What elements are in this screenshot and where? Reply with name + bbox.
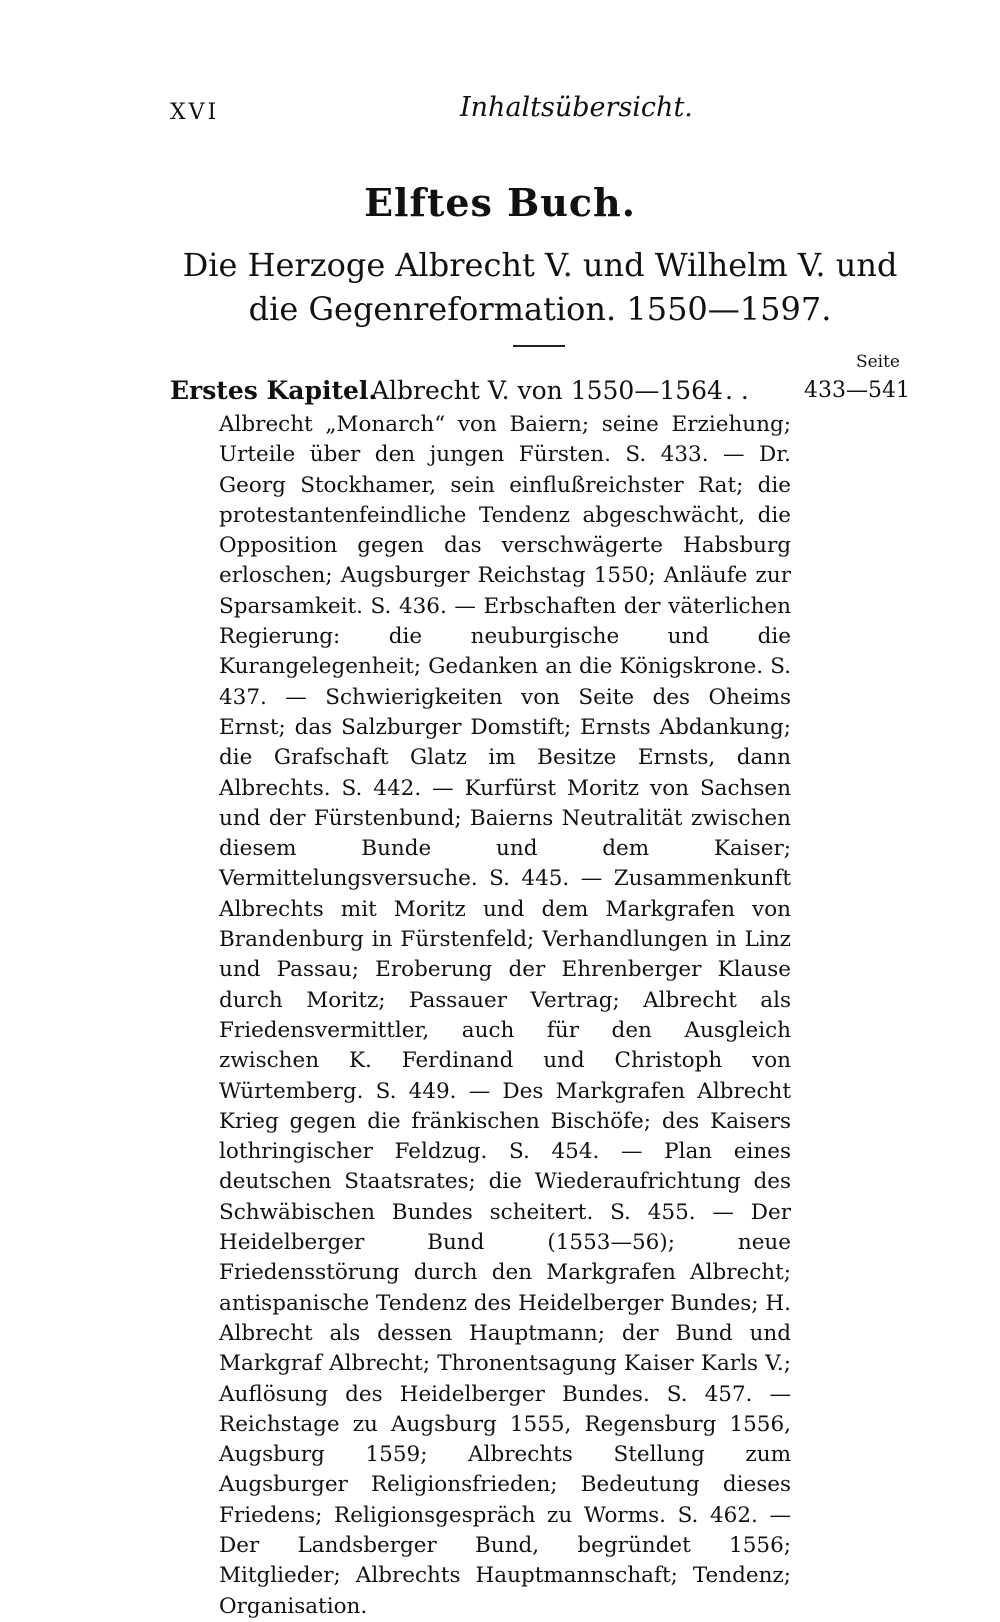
leader-dots: . . bbox=[725, 376, 749, 405]
chapter-label: Erstes Kapitel. bbox=[170, 376, 378, 405]
running-head bbox=[170, 92, 810, 132]
book-title: Elftes Buch. bbox=[364, 180, 636, 225]
running-title: Inhaltsübersicht. bbox=[460, 92, 693, 123]
page-number: XVI bbox=[170, 100, 220, 125]
chapter-page-range: 433—541 bbox=[804, 378, 910, 403]
chapter-summary: Albrecht „Monarch“ von Baiern; seine Erziehung; Urteile über den jungen Fürsten. S. 433. — Dr. Georg Stockhamer, sein einflußreichster Rat; die protestantenfeindliche Tendenz abgeschwächt, die Opposition gegen das verschwägerte Habsburg erloschen; Augsburger Reichstag 1550; Anläufe zur Sparsamkeit. S. 436. — Erbschaften der väterlichen Regierung: die neuburgische und die Kurangelegenheit; Gedanken an die Königskrone. S. 437. — Schwierigkeiten von Seite des Oheims Ernst; das Salzburger Domstift; Ernsts Abdankung; die Grafschaft Glatz im Besitze Ernsts, dann Albrechts. S. 442. — Kurfürst Moritz von Sachsen und der Fürstenbund; Baierns Neutralität zwischen diesem Bunde und dem Kaiser; Vermittelungsversuche. S. 445. — Zusammenkunft Albrechts mit Moritz und dem Markgrafen von Brandenburg in Fürstenfeld; Verhandlungen in Linz und Passau; Eroberung der Ehrenberger Klause durch Moritz; Passauer Vertrag; Albrecht als Friedensvermittler, auch für den Ausgleich zwischen K. Ferdinand und Christoph von Würtemberg. S. 449. — Des Markgrafen Albrecht Krieg gegen die fränkischen Bischöfe; des Kaisers lothringischer Feldzug. S. 454. — Plan eines deutschen Staatsrates; die Wiederaufrichtung des Schwäbischen Bundes scheitert. S. 455. — Der Heidelberger Bund (1553—56); neue Friedensstörung durch den Markgrafen Albrecht; antispanische Tendenz des Heidelberger Bundes; H. Albrecht als dessen Hauptmann; der Bund und Markgraf Albrecht; Thronentsagung Kaiser Karls V.; Auflösung des Heidelberger Bundes. S. 457. — Reichstage zu Augsburg 1555, Regensburg 1556, Augsburg 1559; Albrechts Stellung zum Augsburger Religionsfrieden; Bedeutung dieses Friedens; Religionsgespräch zu Worms. S. 462. — Der Landsberger Bund, begründet 1556; Mitglieder; Albrechts Hauptmannschaft; Tendenz; Organisation. bbox=[219, 412, 791, 1619]
page-column-label: Seite bbox=[855, 352, 900, 372]
chapter-title: Albrecht V. von 1550—1564 bbox=[371, 376, 723, 405]
book-subtitle: Die Herzoge Albrecht V. und Wilhelm V. und die Gegenreformation. 1550—1597. bbox=[182, 246, 898, 328]
toc-chapter-entry bbox=[170, 374, 910, 410]
section-divider bbox=[513, 345, 565, 347]
